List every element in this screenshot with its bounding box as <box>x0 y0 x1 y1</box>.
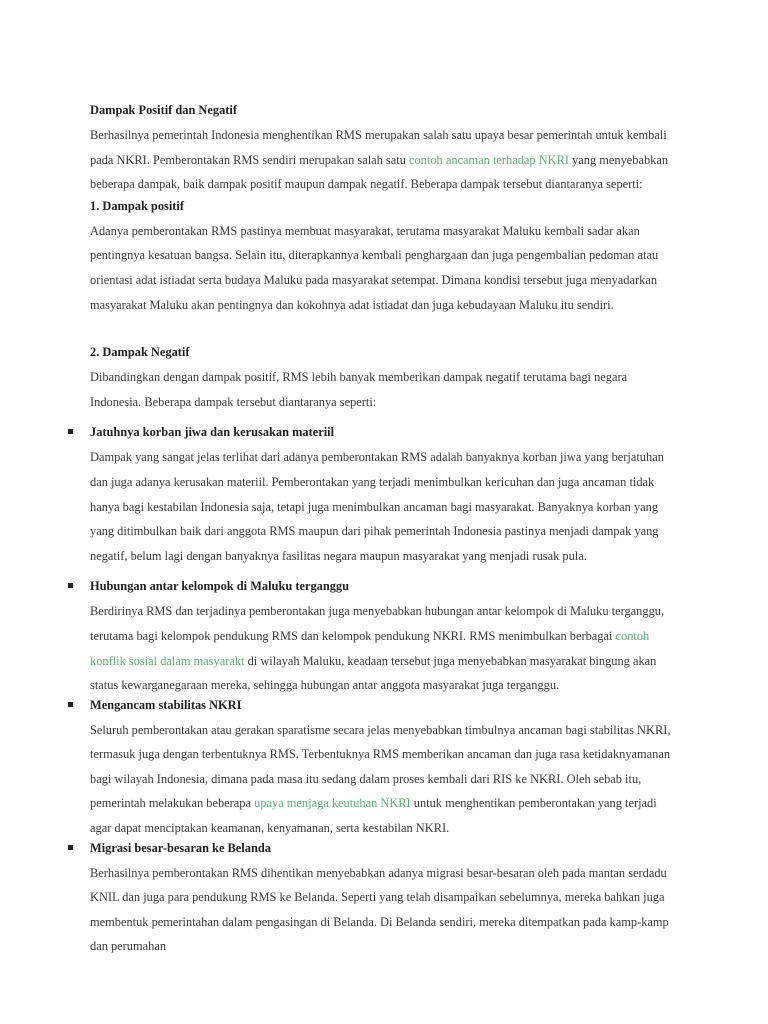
positive-paragraph: Adanya pemberontakan RMS pastinya membuat masyarakat, terutama masyarakat Maluku kembali sadar akan pentingnya kesatuan bangsa. Selain itu, diterapkannya kembali penghargaan dan juga pengembalian pedoman atau orientasi adat istiadat serta budaya Maluku pada masyarakat setempat. Dimana kondisi tersebut juga menyadarkan masyarakat Maluku akan pentingnya dan kokohnya adat istiadat dan juga kebudayaan Maluku itu sendiri. <box>90 223 659 312</box>
bullet-text-1: Berdirinya RMS dan terjadinya pemberontakan juga menyebabkan hubungan antar kelompok di Maluku terganggu, terutama bagi kelompok pendukung RMS dan kelompok pendukung NKRI. RMS menimbulkan berbagai <box>90 604 665 643</box>
intro-paragraph <box>90 123 678 197</box>
bullet-square-icon <box>68 583 73 588</box>
bullet-text-1: Berhasilnya pemberontakan RMS dihentikan menyebabkan adanya migrasi besar-besaran oleh pada mantan serdadu KNIL dan juga para pendukung RMS ke Belanda. Seperti yang telah disampaikan sebelumnya, mereka bahkan juga membentuk pemerintahan dalam pengasingan di Belanda. Di Belanda sendiri, mereka ditempatkan pada kamp-kamp dan perumahan <box>90 865 669 954</box>
bullet-square-icon <box>68 429 73 434</box>
bullet-item-hubungan <box>90 577 678 697</box>
bullet-square-icon <box>68 845 73 850</box>
link-konflik-sosial[interactable]: contoh konflik sosial dalam masyarakt <box>90 628 650 668</box>
negative-paragraph: Dibandingkan dengan dampak positif, RMS lebih banyak memberikan dampak negatif terutama bagi negara Indonesia. Beberapa dampak tersebut diantaranya seperti: <box>90 370 628 409</box>
bullet-item-korban <box>90 423 678 568</box>
link-ancaman-nkri[interactable]: contoh ancaman terhadap NKRI <box>409 152 569 167</box>
bullet-paragraph <box>90 445 678 568</box>
bullet-title: Mengancam stabilitas NKRI <box>90 697 242 712</box>
negative-heading: 2. Dampak Negatif <box>90 345 190 360</box>
bullet-title: Migrasi besar-besaran ke Belanda <box>90 840 271 855</box>
bullet-square-icon <box>68 702 73 707</box>
bullet-paragraph <box>90 718 678 841</box>
intro-text-2: yang menyebabkan beberapa dampak, baik dampak positif maupun dampak negatif. Beberapa dampak tersebut diantaranya seperti: <box>90 152 669 192</box>
intro-text-1: Berhasilnya pemerintah Indonesia menghentikan RMS merupakan salah satu upaya besar pemerintah untuk kembali pada NKRI. Pemberontakan RMS sendiri merupakan salah satu <box>90 128 667 167</box>
document-title: Dampak Positif dan Negatif <box>90 103 237 117</box>
bullet-title: Jatuhnya korban jiwa dan kerusakan materiil <box>90 425 335 440</box>
bullet-item-stabilitas <box>90 696 678 841</box>
link-keutuhan-nkri[interactable]: upaya menjaga keutuhan NKRI <box>254 796 411 811</box>
bullet-item-migrasi <box>90 839 678 959</box>
bullet-text-1: Seluruh pemberontakan atau gerakan sparatisme secara jelas menyebabkan timbulnya ancaman bagi stabilitas NKRI, termasuk juga dengan terbentuknya RMS. Terbentuknya RMS memberikan ancaman dan juga rasa ketidaknyamanan bagi wilayah Indonesia, dimana pada masa itu sedang dalam proses kembali dari RIS ke NKRI. Oleh sebab itu, pemerintah melakukan beberapa <box>90 722 671 811</box>
bullet-text-2: untuk menghentikan pemberontakan yang terjadi agar dapat menciptakan keamanan, kenyamanan, serta kestabilan NKRI. <box>90 796 657 836</box>
bullet-text-1: Dampak yang sangat jelas terlihat dari adanya pemberontakan RMS adalah banyaknya korban jiwa yang berjatuhan dan juga adanya kerusakan materiil. Pemberontakan yang terjadi menimbulkan kericuhan dan juga ancaman tidak hanya bagi kestabilan Indonesia saja, tetapi juga menimbulkan ancaman bagi masyarakat. Banyaknya korban yang yang ditimbulkan baik dari anggota RMS maupun dari pihak pemerintah Indonesia pastinya menjadi dampak yang negatif, belum lagi dengan banyaknya fasilitas negara maupun masyarakat yang menjadi rusak pula. <box>90 450 664 563</box>
bullet-text-2: di wilayah Maluku, keadaan tersebut juga menyebabkan masyarakat bingung akan status kewarganegaraan mereka, sehingga hubungan antar anggota masyarakat juga terganggu. <box>90 653 657 693</box>
bullet-paragraph <box>90 599 678 697</box>
bullet-title: Hubungan antar kelompok di Maluku terganggu <box>90 579 350 594</box>
bullet-paragraph <box>90 861 678 959</box>
document-body <box>90 101 678 959</box>
positive-heading: 1. Dampak positif <box>90 198 184 213</box>
